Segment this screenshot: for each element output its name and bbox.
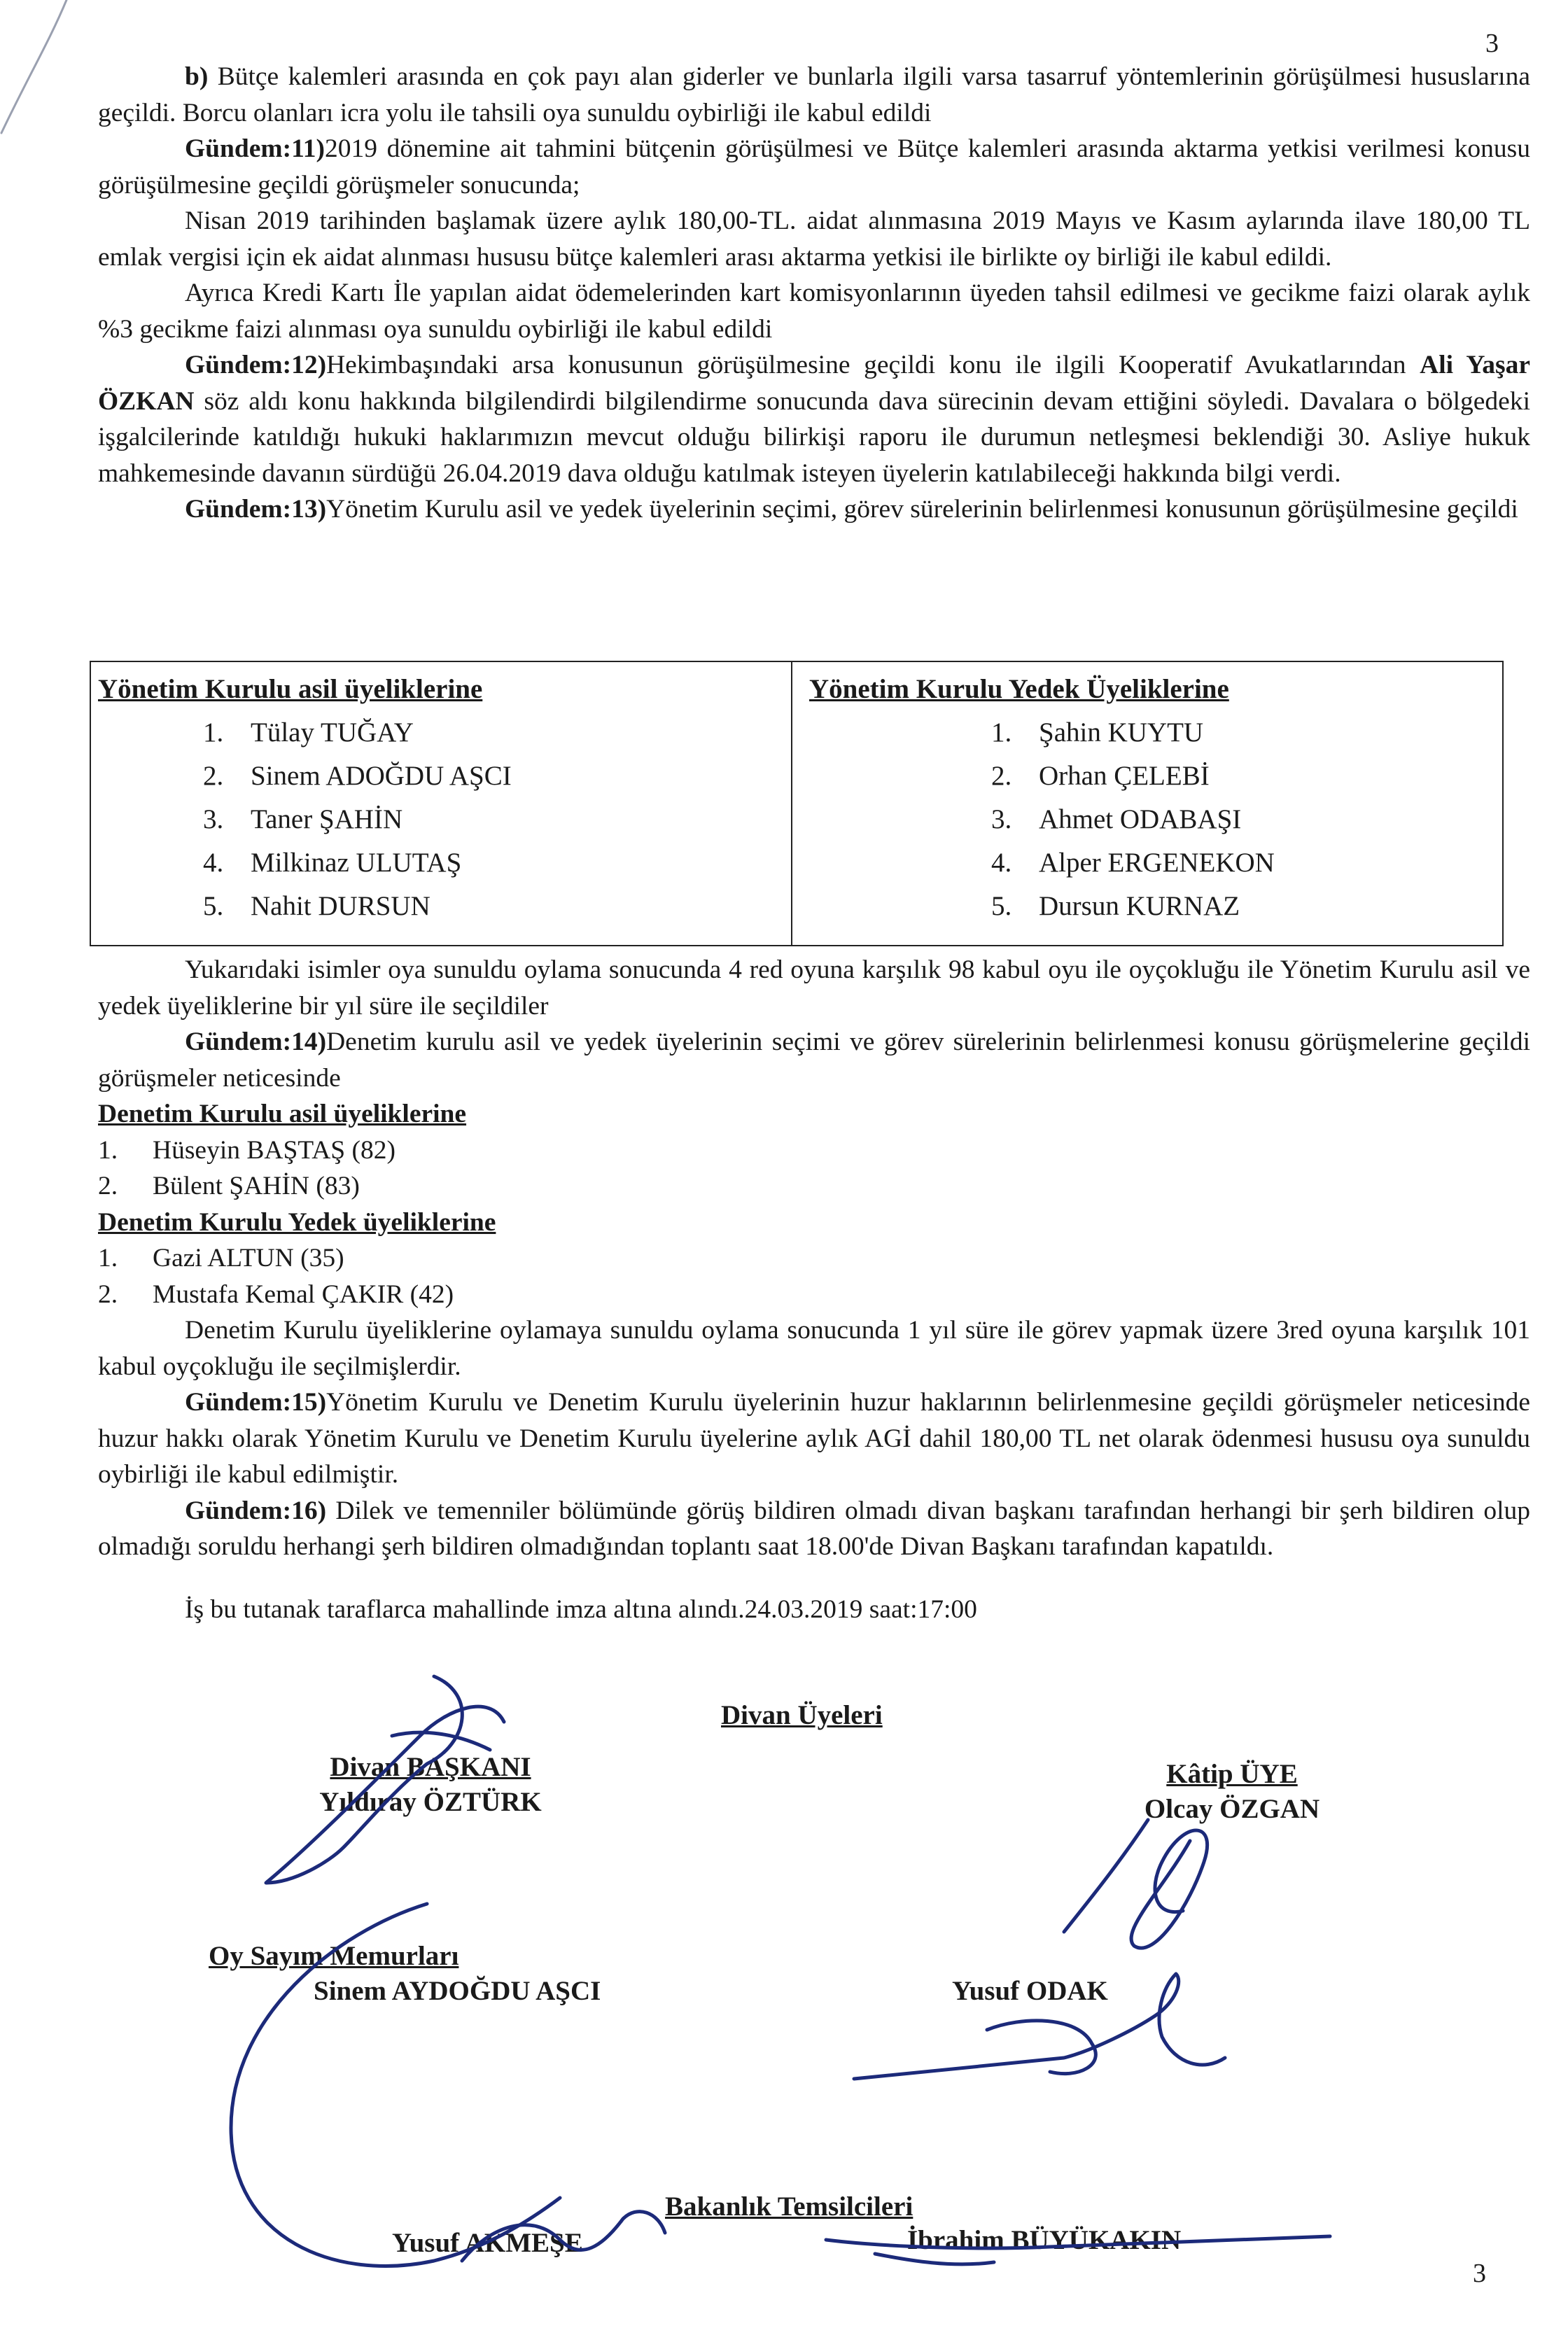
- page-number-bottom: 3: [1473, 2259, 1486, 2288]
- page-number-top: 3: [1485, 29, 1499, 58]
- paragraph-gundem-14: [98, 1024, 1530, 1096]
- list-item: [98, 1168, 1530, 1205]
- document-body: [98, 59, 1530, 528]
- member-name: Ahmet ODABAŞI: [1039, 804, 1242, 834]
- yonetim-asil-title: Yönetim Kurulu asil üyeliklerine: [98, 674, 483, 704]
- member-name: Taner ŞAHİN: [251, 804, 403, 834]
- member-name: Bülent ŞAHİN (83): [153, 1172, 360, 1200]
- member-name: Dursun KURNAZ: [1039, 891, 1240, 921]
- yonetim-yedek-column: [809, 668, 1275, 928]
- agenda-label: Gündem:16): [185, 1496, 327, 1525]
- divan-baskani-name: Yıldıray ÖZTÜRK: [319, 1787, 542, 1817]
- corner-mark: [1, 0, 66, 133]
- list-number: 1.: [991, 717, 1012, 748]
- paragraph-text: söz aldı konu hakkında bilgilendirdi bilgilendirme sonucunda dava sürecinin devam ettiğini söyledi. Davalara o bölgedeki işgalcilerinde katıldığı hukuki haklarımızın mevcut olduğu bilirkişi raporu ile durumun netleşmesi beklendiği 30. Asliye hukuk mahkemesinde davanın sürdüğü 26.04.2019 dava olduğu katılmak isteyen üyelerin katılabileceği hakkında bilgi verdi.: [98, 386, 1530, 488]
- paragraph-b: [98, 59, 1530, 131]
- paragraph-text: 2019 dönemine ait tahmini bütçenin görüşülmesi ve Bütçe kalemleri arasında aktarma yetkisi verilmesi konusu görüşülmesine geçildi görüşmeler sonucunda;: [98, 134, 1530, 199]
- member-name: Tülay TUĞAY: [251, 717, 414, 748]
- list-item: [98, 1240, 1530, 1277]
- list-item: [203, 711, 512, 755]
- list-number: 1.: [203, 717, 224, 748]
- member-name: Nahit DURSUN: [251, 891, 430, 921]
- list-number: 3.: [991, 804, 1012, 834]
- oy-sayim-name-1: Sinem AYDOĞDU AŞCI: [314, 1976, 601, 2006]
- member-name: Sinem ADOĞDU AŞCI: [251, 761, 512, 791]
- paragraph-gundem-15: [98, 1384, 1530, 1493]
- paragraph-gundem-13: [98, 491, 1530, 528]
- list-number: 2.: [98, 1172, 118, 1200]
- list-item: [203, 755, 512, 798]
- agenda-label: Gündem:13): [185, 495, 327, 524]
- list-item: [203, 798, 512, 841]
- list-item: [991, 885, 1275, 928]
- agenda-label: Gündem:15): [185, 1388, 327, 1417]
- paragraph-gundem-12: [98, 347, 1530, 491]
- paragraph-text: Dilek ve temenniler bölümünde görüş bildiren olmadı divan başkanı tarafından herhangi bir şerh bildiren olup olmadığı soruldu herhangi şerh bildiren olmadığından toplantı saat 18.00'de Divan Başkanı tarafından kapatıldı.: [98, 1496, 1530, 1561]
- paragraph-gundem-16: [98, 1493, 1530, 1565]
- denetim-asil-title: Denetim Kurulu asil üyeliklerine: [98, 1100, 467, 1128]
- table-divider: [791, 662, 792, 945]
- katip-signature: [1120, 1757, 1344, 1827]
- divan-uyeleri-heading: Divan Üyeleri: [721, 1700, 883, 1730]
- paragraph-kredi-karti: Ayrıca Kredi Kartı İle yapılan aidat ödemelerinden kart komisyonlarının üyeden tahsil edilmesi ve gecikme faizi olarak aylık %3 gecikme faizi alınması oya sunuldu oybirliği ile kabul edildi: [98, 279, 1530, 344]
- oy-sayim-signature: [209, 1939, 601, 2009]
- member-name: Alper ERGENEKON: [1039, 848, 1275, 878]
- yonetim-kurulu-table: [90, 661, 1504, 946]
- paragraph-denetim-oylama: Denetim Kurulu üyeliklerine oylamaya sunuldu oylama sonucunda 1 yıl süre ile görev yapmak üzere 3red oyuna karşılık 101 kabul oyçokluğu ile seçilmişlerdir.: [98, 1316, 1530, 1381]
- list-item: [98, 1133, 1530, 1169]
- paragraph-closing: İş bu tutanak taraflarca mahallinde imza altına alındı.24.03.2019 saat:17:00: [185, 1594, 977, 1624]
- agenda-label: Gündem:14): [185, 1028, 327, 1056]
- list-item: [203, 841, 512, 885]
- katip-name: Olcay ÖZGAN: [1144, 1794, 1320, 1824]
- katip-title: Kâtip ÜYE: [1166, 1759, 1298, 1789]
- list-number: 3.: [203, 804, 224, 834]
- paragraph-text: Denetim kurulu asil ve yedek üyelerinin seçimi ve görev sürelerinin belirlenmesi konusu görüşmelerine geçildi görüşmeler neticesinde: [98, 1028, 1530, 1093]
- list-item: [991, 798, 1275, 841]
- member-name: Gazi ALTUN (35): [153, 1244, 344, 1272]
- document-body-continued: [98, 952, 1530, 1627]
- list-item: [991, 841, 1275, 885]
- list-number: 1.: [98, 1135, 118, 1165]
- list-item: [203, 885, 512, 928]
- paragraph-text: Yönetim Kurulu ve Denetim Kurulu üyelerinin huzur haklarının belirlenmesine geçildi görüşmeler neticesinde huzur hakkı olarak Yönetim Kurulu ve Denetim Kurulu üyelerine aylık AGİ dahil 180,00 TL net olarak ödenmesi hususu oya sunuldu oybirliği ile kabul edilmiştir.: [98, 1388, 1530, 1489]
- bakanlik-name-1: Yusuf AKMEŞE: [392, 2228, 583, 2258]
- list-number: 5.: [991, 891, 1012, 921]
- denetim-yedek-title: Denetim Kurulu Yedek üyeliklerine: [98, 1207, 496, 1237]
- list-item: [98, 1277, 1530, 1313]
- member-name: Mustafa Kemal ÇAKIR (42): [153, 1279, 454, 1309]
- paragraph-gundem-11: [98, 131, 1530, 203]
- list-number: 2.: [991, 761, 1012, 791]
- paragraph-yukaridaki: Yukarıdaki isimler oya sunuldu oylama sonucunda 4 red oyuna karşılık 98 kabul oyu ile oyçokluğu ile Yönetim Kurulu asil ve yedek üyeliklerine bir yıl süre ile seçildiler: [98, 955, 1530, 1021]
- signature-katip: [1131, 1830, 1208, 1948]
- paragraph-text: Hekimbaşındaki arsa konusunun görüşülmesine geçildi konu ile ilgili Kooperatif Avukatlarından: [326, 351, 1420, 379]
- paragraph-text: Bütçe kalemleri arasında en çok payı alan giderler ve bunlarla ilgili varsa tasarruf yöntemlerinin görüşülmesi hususlarına geçildi. Borcu olanları icra yolu ile tahsili oya sunuldu oybirliği ile kabul edildi: [98, 62, 1530, 127]
- yonetim-yedek-title: Yönetim Kurulu Yedek Üyeliklerine: [809, 674, 1229, 704]
- bakanlik-heading: Bakanlık Temsilcileri: [665, 2192, 913, 2222]
- member-name: Şahin KUYTU: [1039, 717, 1204, 748]
- paragraph-text: Yönetim Kurulu asil ve yedek üyelerinin seçimi, görev sürelerinin belirlenmesi konusunun görüşülmesine geçildi: [326, 495, 1518, 524]
- paragraph-nisan: Nisan 2019 tarihinden başlamak üzere aylık 180,00-TL. aidat alınmasına 2019 Mayıs ve Kasım aylarında ilave 180,00 TL emlak vergisi için ek aidat alınması hususu bütçe kalemleri arası aktarma yetkisi ile birlikte oy birliği ile kabul edildi.: [98, 206, 1530, 272]
- list-item: [991, 755, 1275, 798]
- agenda-label: Gündem:12): [185, 351, 327, 379]
- list-number: 2.: [203, 761, 224, 791]
- yonetim-asil-column: [98, 668, 512, 928]
- item-label: b): [185, 62, 209, 91]
- lawyer-name: Ali Yaşar ÖZKAN: [98, 351, 1530, 416]
- divan-baskani-title: Divan BAŞKANI: [330, 1752, 531, 1782]
- list-item: [991, 711, 1275, 755]
- bakanlik-name-2: İbrahim BÜYÜKAKIN: [907, 2225, 1182, 2255]
- list-number: 4.: [203, 848, 224, 878]
- list-number: 5.: [203, 891, 224, 921]
- agenda-label: Gündem:11): [185, 134, 326, 163]
- oy-sayim-title: Oy Sayım Memurları: [209, 1941, 459, 1971]
- list-number: 1.: [98, 1244, 118, 1272]
- list-number: 4.: [991, 848, 1012, 878]
- list-number: 2.: [98, 1279, 118, 1309]
- oy-sayim-name-2: Yusuf ODAK: [952, 1976, 1108, 2006]
- member-name: Milkinaz ULUTAŞ: [251, 848, 462, 878]
- member-name: Hüseyin BAŞTAŞ (82): [153, 1135, 396, 1165]
- divan-baskani-signature: [284, 1750, 578, 1820]
- member-name: Orhan ÇELEBİ: [1039, 761, 1210, 791]
